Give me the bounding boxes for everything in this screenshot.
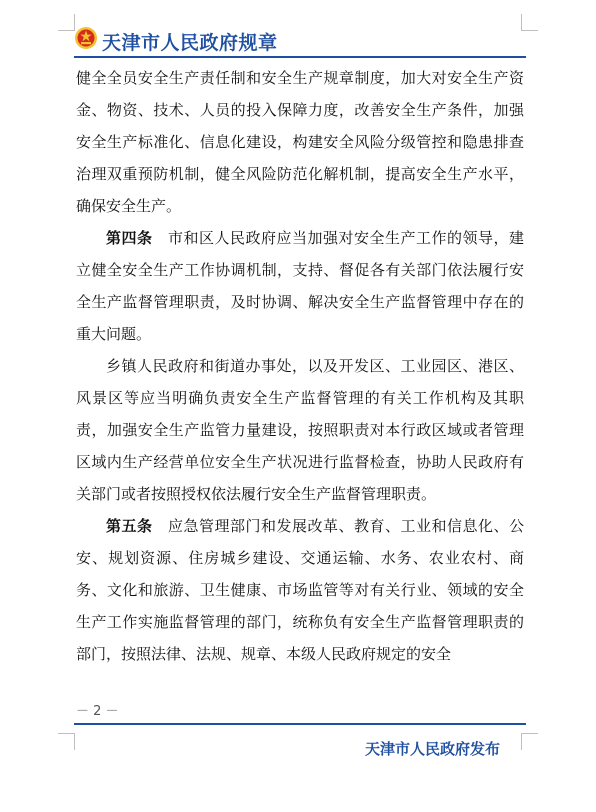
article-heading: 第四条 (106, 229, 153, 247)
national-emblem-icon (74, 26, 98, 50)
crop-mark-bottom-right (521, 733, 538, 750)
paragraph-article-4 (76, 222, 524, 350)
paragraph-text: 健全全员安全生产责任制和安全生产规章制度，加大对安全生产资金、物资、技术、人员的投入保障力度，改善安全生产条件，加强安全生产标准化、信息化建设，构建安全风险分级管控和隐患排查治理双重预防机制，健全风险防范化解机制，提高安全生产水平，确保安全生产。 (76, 69, 524, 215)
paragraph-text: 乡镇人民政府和街道办事处，以及开发区、工业园区、港区、风景区等应当明确负责安全生产监督管理的有关工作机构及其职责，加强安全生产监管力量建设，按照职责对本行政区域或者管理区域内生产经营单位安全生产状况进行监督检查，协助人民政府有关部门或者按照授权依法履行安全生产监督管理职责。 (76, 357, 524, 503)
footer-publisher: 天津市人民政府发布 (364, 740, 500, 758)
paragraph-article-5 (76, 510, 524, 670)
article-heading: 第五条 (106, 517, 153, 535)
document-body (76, 62, 524, 670)
paragraph (76, 350, 524, 510)
document-header (74, 26, 526, 56)
crop-mark-bottom-left (58, 733, 75, 750)
header-divider (74, 56, 526, 58)
crop-mark-top-left (58, 14, 75, 31)
page-number: － 2 － (76, 704, 119, 719)
header-title: 天津市人民政府规章 (102, 32, 278, 54)
paragraph-text: 应急管理部门和发展改革、教育、工业和信息化、公安、规划资源、住房城乡建设、交通运输、水务、农业农村、商务、文化和旅游、卫生健康、市场监管等对有关行业、领域的安全生产工作实施监督管理的部门，统称负有安全生产监督管理职责的部门，按照法律、法规、规章、本级人民政府规定的安全 (76, 517, 524, 663)
paragraph (76, 62, 524, 222)
footer-divider (74, 723, 526, 725)
paragraph-text: 市和区人民政府应当加强对安全生产工作的领导，建立健全安全生产工作协调机制，支持、督促各有关部门依法履行安全生产监督管理职责，及时协调、解决安全生产监督管理中存在的重大问题。 (76, 229, 524, 343)
